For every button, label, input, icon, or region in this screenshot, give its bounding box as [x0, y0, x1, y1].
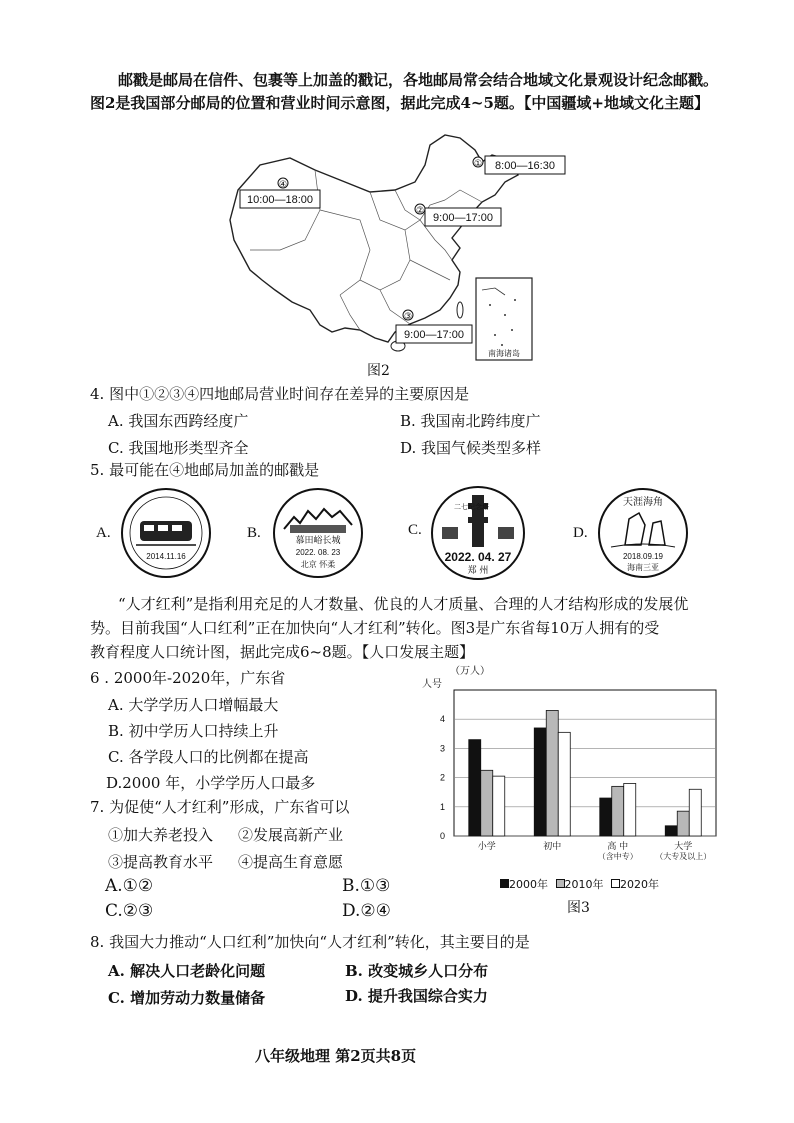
stamp-b-letter: B. — [247, 525, 261, 541]
chart-bars — [469, 710, 702, 836]
taiwan-island — [457, 302, 463, 318]
stamp-c-letter: C. — [408, 522, 422, 538]
chart-legend — [500, 876, 720, 892]
stamp-b-svg — [270, 485, 366, 581]
stamp-b-caption: 北京 怀柔 — [300, 560, 336, 569]
ytick-label-2: 2 — [440, 772, 446, 783]
bar-0-2 — [493, 776, 505, 836]
q8-option-b: B. 改变城乡人口分布 — [345, 962, 489, 980]
marker-3-time: 9:00—17:00 — [404, 329, 464, 341]
q8-option-a: A. 解决人口老龄化问题 — [108, 962, 266, 980]
legend-label-2010: 2010年 — [564, 878, 604, 891]
q7-stem: 7. 为促使“人才红利”形成，广东省可以 — [90, 798, 350, 816]
stamp-b-title: 慕田峪长城 — [295, 536, 341, 546]
stamp-d-caption: 海南三亚 — [627, 563, 659, 572]
ytick-label-3: 3 — [440, 743, 446, 754]
q6-option-a: A. 大学学历人口增幅最大 — [108, 696, 279, 714]
intro2-line3: 教育程度人口统计图，据此完成6~8题。【人口发展主题】 — [90, 643, 475, 661]
stamp-a-svg — [118, 485, 214, 581]
legend-label-2020: 2020年 — [620, 878, 659, 891]
marker-3-num: ③ — [403, 312, 413, 322]
map-caption: 图2 — [367, 363, 390, 379]
ytick-label-1: 1 — [440, 801, 446, 812]
stamp-a-date: 2014.11.16 — [146, 552, 186, 561]
stamp-a — [118, 485, 214, 585]
chart-caption: 图3 — [567, 900, 590, 916]
stamp-c-caption: 郑 州 — [467, 566, 489, 576]
q7-item-4: ④提高生育意愿 — [238, 853, 344, 871]
china-map-svg — [220, 120, 580, 380]
inset-label: 南海诸岛 — [488, 349, 520, 358]
marker-4-time: 10:00—18:00 — [246, 194, 314, 206]
bar-0-1 — [481, 770, 493, 836]
stamp-d-title: 天涯海角 — [623, 497, 663, 508]
china-map — [220, 120, 580, 380]
q6-option-d: D.2000 年，小学学历人口最多 — [106, 774, 316, 792]
q4-option-a: A. 我国东西跨经度广 — [108, 412, 249, 430]
chart-xlabels — [478, 840, 712, 860]
legend-label-2000: 2000年 — [509, 878, 548, 891]
q4-option-c: C. 我国地形类型齐全 — [108, 439, 249, 457]
ytick-label-0: 0 — [440, 831, 446, 841]
q6-option-c: C. 各学段人口的比例都在提高 — [108, 748, 309, 766]
q7-option-b: B.①③ — [342, 876, 391, 896]
bar-3-0 — [665, 826, 677, 836]
bar-2-2 — [624, 783, 636, 836]
intro1-line2: 图2是我国部分邮局的位置和营业时间示意图，据此完成4~5题。【中国疆域+地域文化主题】 — [90, 94, 709, 112]
q7-item-2: ②发展高新产业 — [238, 826, 344, 844]
page-footer: 八年级地理 第2页共8页 — [255, 1047, 417, 1065]
intro1-line1: 邮戳是邮局在信件、包裹等上加盖的戳记，各地邮局常会结合地域文化景观设计纪念邮戳。 — [118, 71, 719, 89]
q6-stem: 6 . 2000年-2020年，广东省 — [90, 669, 286, 687]
stamp-c — [428, 483, 528, 587]
stamp-a-letter: A. — [96, 525, 111, 541]
bar-1-1 — [546, 710, 558, 836]
xtick-label-0: 小学 — [477, 842, 496, 852]
xtick-sublabel-2: （含中专） — [597, 852, 638, 860]
stamp-c-title: 二七纪念塔 — [454, 503, 489, 511]
marker-2-time: 9:00—17:00 — [433, 212, 493, 224]
bar-3-2 — [689, 789, 701, 836]
xtick-label-2: 高 中 — [607, 842, 629, 852]
q7-option-d: D.②④ — [342, 901, 391, 921]
intro2-line1: “人才红利”是指利用充足的人才数量、优良的人才质量、合理的人才结构形成的发展优 — [118, 595, 689, 613]
bar-0-0 — [469, 740, 481, 836]
marker-1-num: ① — [473, 159, 483, 169]
intro2-line2: 势。目前我国“人口红利”正在加快向“人才红利”转化。图3是广东省每10万人拥有的受 — [90, 619, 660, 637]
bar-1-0 — [534, 728, 546, 836]
q7-option-c: C.②③ — [105, 901, 154, 921]
q7-item-1: ①加大养老投入 — [108, 826, 214, 844]
chart-ylabel: 人号 — [422, 679, 442, 690]
bar-chart-svg — [420, 660, 720, 860]
ytick-label-4: 4 — [440, 714, 446, 725]
q4-stem: 4. 图中①②③④四地邮局营业时间存在差异的主要原因是 — [90, 385, 470, 403]
bar-chart — [420, 660, 720, 860]
marker-1-time: 8:00—16:30 — [495, 160, 555, 172]
stamp-d-svg — [595, 485, 691, 581]
bar-2-1 — [612, 786, 624, 836]
stamp-d-date: 2018.09.19 — [622, 552, 664, 561]
stamp-d-letter: D. — [573, 525, 588, 541]
xtick-sublabel-3: （大专及以上） — [655, 852, 712, 860]
stamp-c-svg — [428, 483, 528, 583]
legend-swatch-2020 — [611, 879, 620, 888]
legend-swatch-2010 — [556, 879, 565, 888]
xtick-label-1: 初中 — [543, 842, 562, 852]
q7-item-3: ③提高教育水平 — [108, 853, 214, 871]
q8-option-d: D. 提升我国综合实力 — [345, 987, 488, 1005]
xtick-label-3: 大学 — [674, 842, 693, 852]
legend-swatch-2000 — [500, 879, 509, 888]
q4-option-b: B. 我国南北跨纬度广 — [400, 412, 541, 430]
bar-3-1 — [677, 811, 689, 836]
bar-2-0 — [600, 798, 612, 836]
chart-yunit: （万人） — [450, 666, 490, 677]
stamp-b-date: 2022. 08. 23 — [295, 548, 341, 557]
q7-option-a: A.①② — [105, 876, 154, 896]
bar-1-2 — [558, 732, 570, 836]
q8-stem: 8. 我国大力推动“人口红利”加快向“人才红利”转化，其主要目的是 — [90, 933, 530, 951]
chart-yticks — [440, 714, 445, 841]
stamp-b — [270, 485, 366, 585]
marker-2-num: ② — [415, 206, 425, 216]
stamp-d — [595, 485, 691, 585]
south-sea-inset — [476, 278, 532, 360]
marker-4-num: ④ — [278, 180, 288, 190]
q6-option-b: B. 初中学历人口持续上升 — [108, 722, 279, 740]
q8-option-c: C. 增加劳动力数量储备 — [108, 989, 266, 1007]
q4-option-d: D. 我国气候类型多样 — [400, 439, 542, 457]
stamp-c-date: 2022. 04. 27 — [444, 550, 512, 564]
q5-stem: 5. 最可能在④地邮局加盖的邮戳是 — [90, 461, 320, 479]
